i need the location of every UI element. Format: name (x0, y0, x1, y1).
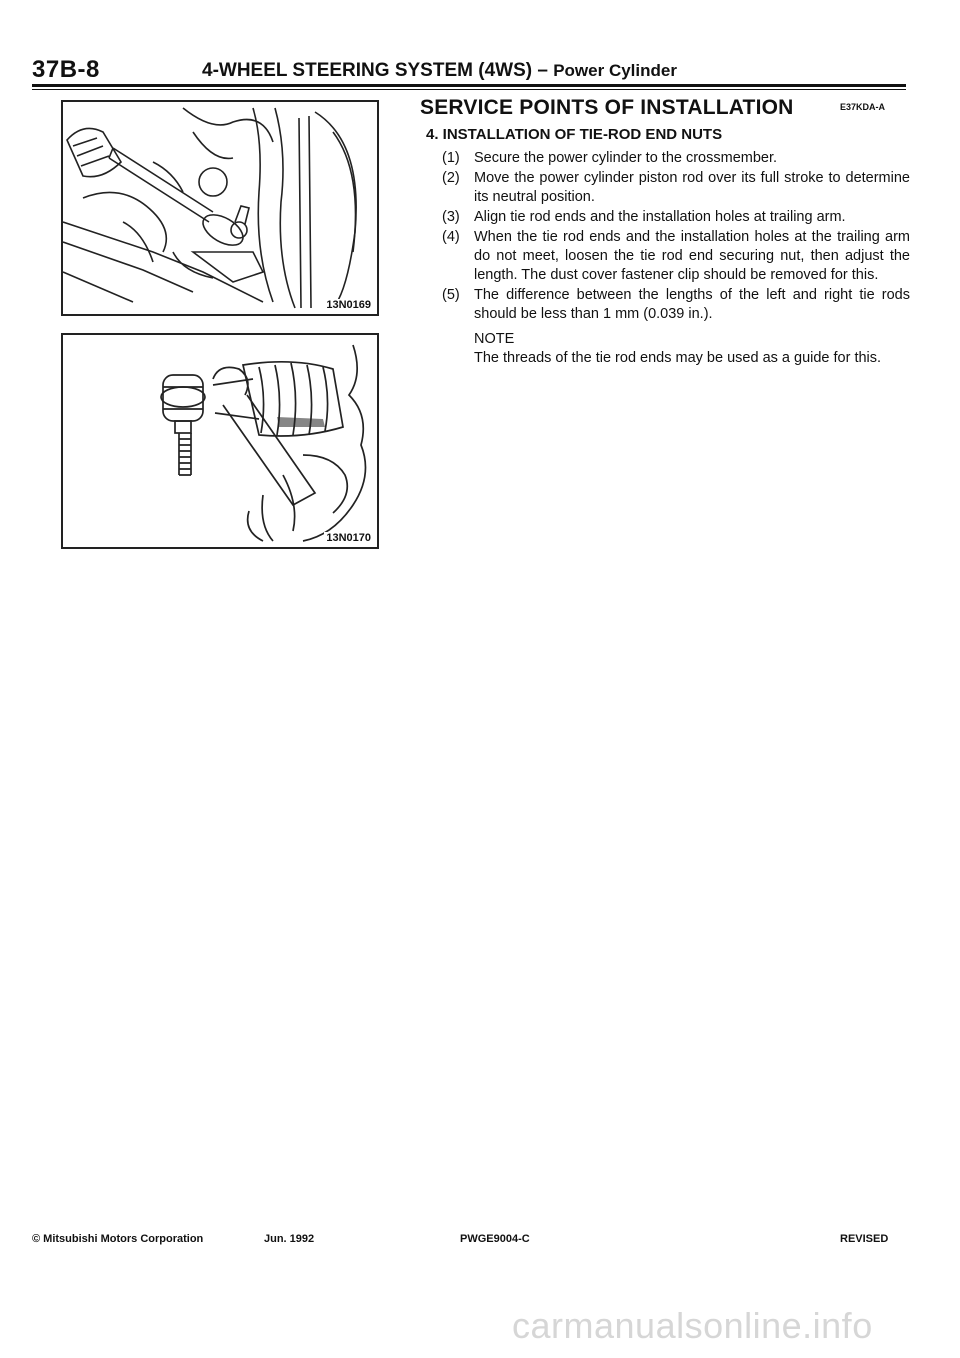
footer-doc-code: PWGE9004-C (460, 1233, 530, 1245)
note-label: NOTE (474, 331, 515, 347)
step-text: Secure the power cylinder to the crossmember. (474, 150, 778, 166)
header-rule-thin (32, 89, 906, 90)
step-item (442, 208, 910, 227)
tie-rod-installed-illustration (63, 102, 377, 314)
tie-rod-adjust-illustration (63, 335, 377, 547)
subsection-title: 4. INSTALLATION OF TIE-ROD END NUTS (426, 126, 723, 143)
step-item (442, 286, 910, 324)
step-text: The difference between the lengths of the left and right tie rods should be less than 1 mm (0.039 in.). (474, 287, 910, 322)
step-item (442, 228, 910, 285)
step-item (442, 149, 910, 168)
figure-tie-rod-installed (61, 100, 379, 316)
watermark: carmanualsonline.info (512, 1305, 873, 1346)
chapter-subtitle: Power Cylinder (553, 61, 677, 80)
step-text: Align tie rod ends and the installation holes at trailing arm. (474, 209, 846, 225)
note-text: The threads of the tie rod ends may be used as a guide for this. (474, 350, 882, 366)
page-number: 37B-8 (32, 56, 100, 83)
page-header (32, 56, 904, 86)
chapter-title-text: 4-WHEEL STEERING SYSTEM (4WS) – (202, 60, 548, 81)
footer-copyright: © Mitsubishi Motors Corporation (32, 1233, 204, 1245)
step-number: (5) (442, 287, 460, 303)
chapter-title (202, 60, 677, 82)
section-code: E37KDA-A (840, 102, 886, 112)
figure-label: 13N0170 (326, 532, 371, 544)
figure-label: 13N0169 (326, 299, 371, 311)
section-title: SERVICE POINTS OF INSTALLATION (420, 96, 794, 119)
service-points-section (420, 96, 910, 368)
page-footer (32, 1233, 906, 1249)
footer-status: REVISED (840, 1233, 889, 1245)
footer-date: Jun. 1992 (264, 1233, 315, 1245)
step-number: (1) (442, 150, 460, 166)
step-text: When the tie rod ends and the installation holes at the trailing arm do not meet, loosen the tie rod end securing nut, then adjust the length. The dust cover fastener clip should be removed for this. (474, 229, 910, 283)
installation-steps (442, 149, 910, 368)
figure-tie-rod-adjust (61, 333, 379, 549)
step-number: (4) (442, 229, 460, 245)
step-item (442, 169, 910, 207)
step-text: Move the power cylinder piston rod over its full stroke to determine its neutral position. (474, 170, 910, 205)
note-block (474, 330, 910, 368)
step-number: (3) (442, 209, 460, 225)
header-rule (32, 84, 906, 87)
step-number: (2) (442, 170, 460, 186)
